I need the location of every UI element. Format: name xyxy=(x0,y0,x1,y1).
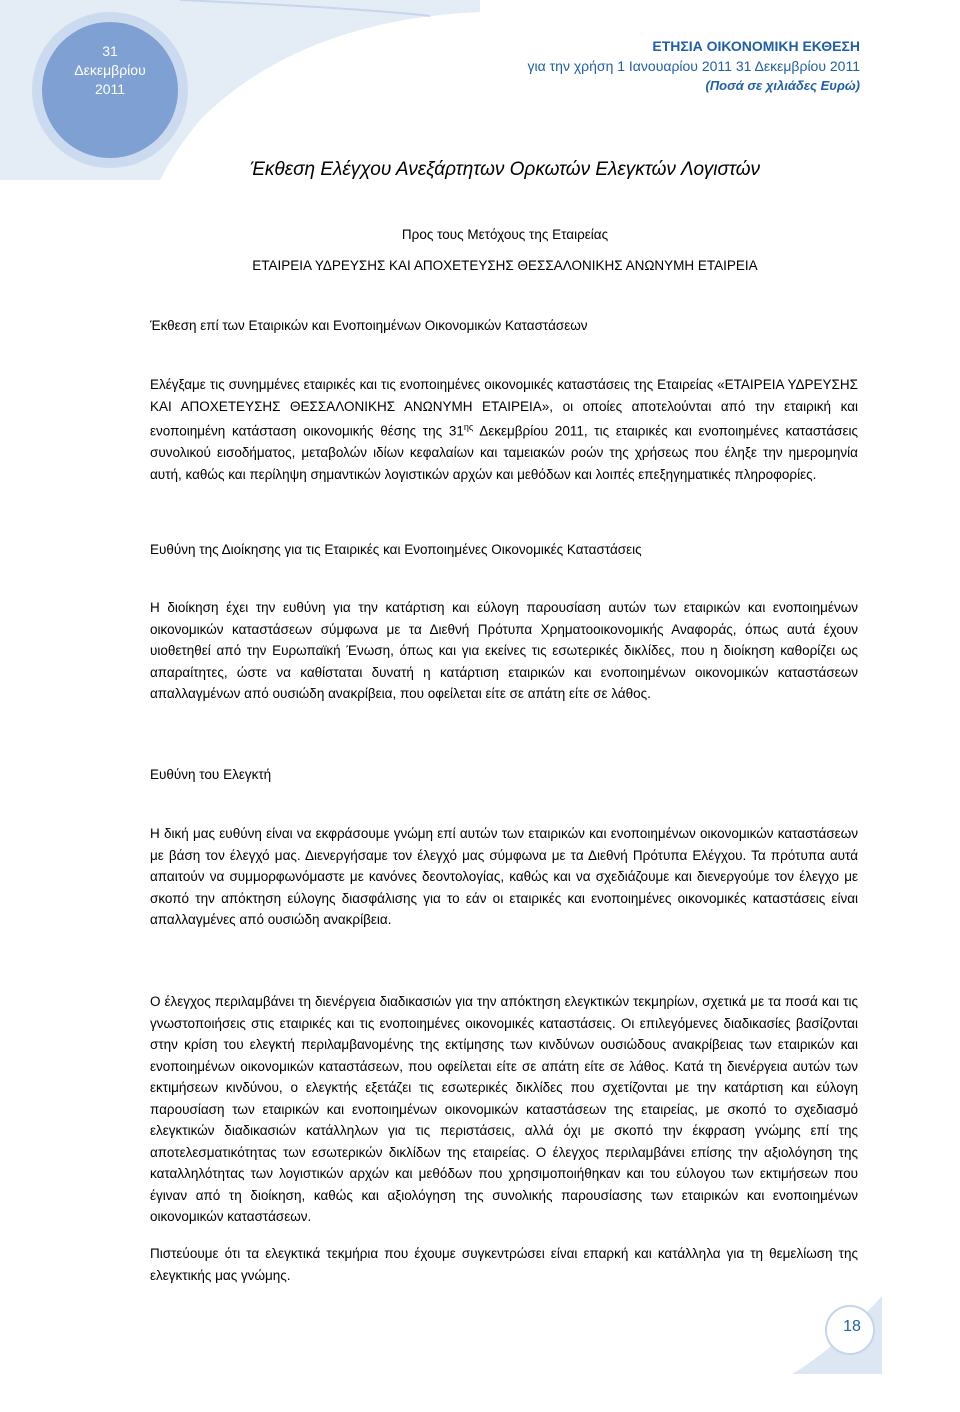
intro-text-part2: Δεκεμβρίου 2011, τις εταιρικές και ενοποιημένες καταστάσεις συνολικού εισοδήματος, μεταβολών ιδίων κεφαλαίων και ταμειακών ροών της χρήσεως που έληξε την ημερομηνία αυτή, καθώς και περίληψη σημαντικών λογιστικών αρχών και μεθόδων και λοιπές επεξηγηματικές πληροφορίες. xyxy=(150,423,859,482)
company-name: ΕΤΑΙΡΕΙΑ ΥΔΡΕΥΣΗΣ ΚΑΙ ΑΠΟΧΕΤΕΥΣΗΣ ΘΕΣΣΑΛΟΝΙΚΗΣ ΑΝΩΝΥΜΗ ΕΤΑΙΡΕΙΑ xyxy=(252,258,758,273)
audit-procedures-text: Ο έλεγχος περιλαμβάνει τη διενέργεια διαδικασιών για την απόκτηση ελεγκτικών τεκμηρίων, σχετικά με τα ποσά και τις γνωστοποιήσεις στις εταιρικές και τις ενοποιημένες οικονομικές καταστάσεις. Οι επιλεγόμενες διαδικασίες βασίζονται στην κρίση του ελεγκτή περιλαμβανομένης της εκτίμησης των κινδύνων ουσιώδους ανακρίβειας των εταιρικών και ενοποιημένων οικονομικών καταστάσεων, που οφείλεται είτε σε απάτη είτε σε λάθος. Κατά τη διενέργεια αυτών των εκτιμήσεων κινδύνου, ο ελεγκτής εξετάζει τις εσωτερικές δικλίδες που σχετίζονται με την κατάρτιση και εύλογη παρουσίαση των εταιρικών και ενοποιημένων οικονομικών καταστάσεων της εταιρείας, με σκοπό το σχεδιασμό ελεγκτικών διαδικασιών κατάλληλων για τις περιστάσεις, αλλά όχι με σκοπό την έκφραση γνώμης επί της αποτελεσματικότητας των εσωτερικών δικλίδων της εταιρείας. Ο έλεγχος περιλαμβάνει επίσης την αξιολόγηση της καταλληλότητας των λογιστικών αρχών και μεθόδων που χρησιμοποιήθηκαν και του εύλογου των εκτιμήσεων που έγιναν από τη διοίκηση, καθώς και αξιολόγηση της συνολικής παρουσίασης των εταιρικών και ενοποιημένων οικονομικών καταστάσεων. xyxy=(150,994,858,1224)
auditor-responsibility-heading: Ευθύνη του Ελεγκτή xyxy=(150,767,272,782)
report-header xyxy=(528,36,860,96)
auditor-responsibility-text: Η δική μας ευθύνη είναι να εκφράσουμε γνώμη επί αυτών των εταιρικών και ενοποιημένων οικονομικών καταστάσεων με βάση τον έλεγχό μας. Διενεργήσαμε τον έλεγχό μας σύμφωνα με τα Διεθνή Πρότυπα Ελέγχου. Τα πρότυπα αυτά απαιτούν να συμμορφωνόμαστε με κανόνες δεοντολογίας, καθώς και να σχεδιάζουμε και διενεργούμε τον έλεγχο με σκοπό την απόκτηση εύλογης διασφάλισης για το εάν οι εταιρικές και ενοποιημένες οικονομικές καταστάσεις είναι απαλλαγμένες από ουσιώδη ανακρίβεια. xyxy=(150,826,858,927)
addressee-line: Προς τους Μετόχους της Εταιρείας xyxy=(401,227,609,242)
audit-evidence-text: Πιστεύουμε ότι τα ελεγκτικά τεκμήρια που έχουμε συγκεντρώσει είναι επαρκή και κατάλληλα για τη θεμελίωση της ελεγκτικής μας γνώμης. xyxy=(150,1246,858,1283)
header-period: για την χρήση 1 Ιανουαρίου 2011 31 Δεκεμβρίου 2011 xyxy=(527,58,860,74)
date-badge-year: 2011 xyxy=(94,81,126,97)
intro-paragraph xyxy=(150,374,858,485)
date-badge-day: 31 xyxy=(102,43,118,59)
header-currency: (Ποσά σε χιλιάδες Ευρώ) xyxy=(705,78,860,93)
intro-text-part1: Ελέγξαμε τις συνημμένες εταιρικές και τις ενοποιημένες οικονομικές καταστάσεις της Εταιρείας «ΕΤΑΙΡΕΙΑ ΥΔΡΕΥΣΗΣ ΚΑΙ ΑΠΟΧΕΤΕΥΣΗΣ ΘΕΣΣΑΛΟΝΙΚΗΣ ΑΝΩΝΥΜΗ ΕΤΑΙΡΕΙΑ», οι οποίες αποτελούνται από την εταιρική και ενοποιημένη κατάσταση οικονομικής θέσης της 31 xyxy=(150,377,858,439)
page-number: 18 xyxy=(843,1318,861,1335)
report-title: Έκθεση Ελέγχου Ανεξάρτητων Ορκωτών Ελεγκτών Λογιστών xyxy=(249,159,761,180)
date-badge-month: Δεκεμβρίου xyxy=(74,62,146,78)
intro-superscript: ης xyxy=(463,422,474,432)
header-title: ΕΤΗΣΙΑ ΟΙΚΟΝΟΜΙΚΗ ΕΚΘΕΣΗ xyxy=(652,38,860,54)
report-on-statements-heading: Έκθεση επί των Εταιρικών και Ενοποιημένων Οικονομικών Καταστάσεων xyxy=(150,318,588,333)
management-responsibility-text: Η διοίκηση έχει την ευθύνη για την κατάρτιση και εύλογη παρουσίαση αυτών των εταιρικών και ενοποιημένων οικονομικών καταστάσεων σύμφωνα με τα Διεθνή Πρότυπα Χρηματοοικονομικής Αναφοράς, όπως αυτά έχουν υιοθετηθεί από την Ευρωπαϊκή Ένωση, όπως και για εκείνες τις εσωτερικές δικλίδες, που η διοίκηση καθορίζει ως απαραίτητες, ώστε να καθίσταται δυνατή η κατάρτιση εταιρικών και ενοποιημένων οικονομικών καταστάσεων απαλλαγμένων από ουσιώδη ανακρίβεια, που οφείλεται είτε σε απάτη είτε σε λάθος. xyxy=(150,600,858,701)
date-badge xyxy=(54,42,166,99)
management-responsibility-heading: Ευθύνη της Διοίκησης για τις Εταιρικές και Ενοποιημένες Οικονομικές Καταστάσεις xyxy=(150,542,642,557)
